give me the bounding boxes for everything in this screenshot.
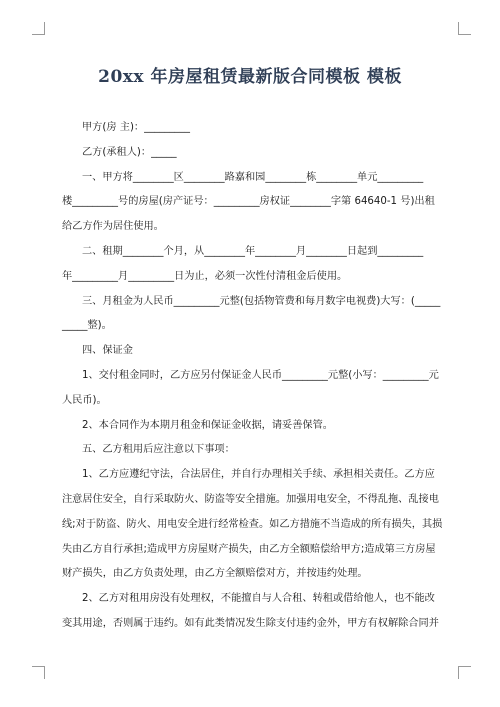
clause-2-line-2: 年_________月_________日为止，必须一次性付清租金后使用。 (62, 270, 348, 282)
crop-mark-top-right (458, 22, 471, 35)
document-body (62, 116, 443, 637)
clause-4-item-1-line-1: 1、交付租金同时，乙方应另付保证金人民币_________元整(小写：_________元 (82, 369, 439, 381)
document-title: 20xx 年房屋租赁最新版合同模板 模板 (98, 67, 402, 87)
clause-1-line-1: 一、甲方将________区________路嘉和园________栋________单元_________ (82, 171, 424, 183)
crop-mark-bottom-right (458, 666, 471, 679)
clause-5-item-1-line-5: 财产损失，由乙方负责处理，由乙方全额赔偿对方，并按违约处理。 (62, 568, 368, 580)
clause-5-item-1-line-2: 注意居住安全，自行采取防火、防盗等安全措施。加强用电安全，不得乱拖、乱接电 (62, 493, 439, 505)
crop-mark-top-left (32, 22, 45, 35)
clause-3-line-1: 三、月租金为人民币_________元整(包括物管费和每月数字电视费)大写：(_____ (82, 295, 441, 307)
clause-5-heading: 五、乙方租用后应注意以下事项： (82, 444, 235, 456)
clause-2-line-1: 二、租期________个月，从________年________月________日起到_________ (82, 245, 424, 257)
clause-1-line-2: 楼_________号的房屋(房产证号：_________房权证________字第 64640-1 号)出租 (62, 196, 435, 208)
clause-5-item-1-line-4: 失由乙方自行承担;造成甲方房屋财产损失，由乙方全额赔偿给甲方;造成第三方房屋 (62, 543, 436, 555)
clause-4-heading: 四、保证金 (82, 345, 133, 357)
crop-mark-bottom-left (32, 666, 45, 679)
clause-4-item-1-line-2: 人民币)。 (62, 394, 107, 406)
party-b-line: 乙方(承租人)：_____ (82, 146, 177, 158)
party-a-line: 甲方(房 主)：_________ (82, 122, 190, 133)
clause-5-item-1-line-3: 线;对于防盗、防火、用电安全进行经常检查。如乙方措施不当造成的所有损失，其损 (62, 518, 443, 530)
clause-5-item-2-line-2: 变其用途，否则属于违约。如有此类情况发生除支付违约金外，甲方有权解除合同并 (62, 617, 439, 629)
clause-5-item-2-line-1: 2、乙方对租用房没有处理权，不能擅自与人合租、转租或借给他人，也不能改 (82, 593, 435, 605)
clause-1-line-3: 给乙方作为居住使用。 (62, 221, 164, 233)
clause-3-line-2: _____整)。 (62, 320, 112, 332)
clause-5-item-1-line-1: 1、乙方应遵纪守法，合法居住，并自行办理相关手续、承担相关责任。乙方应 (82, 469, 435, 481)
clause-4-item-2: 2、本合同作为本期月租金和保证金收据，请妥善保管。 (82, 419, 333, 431)
